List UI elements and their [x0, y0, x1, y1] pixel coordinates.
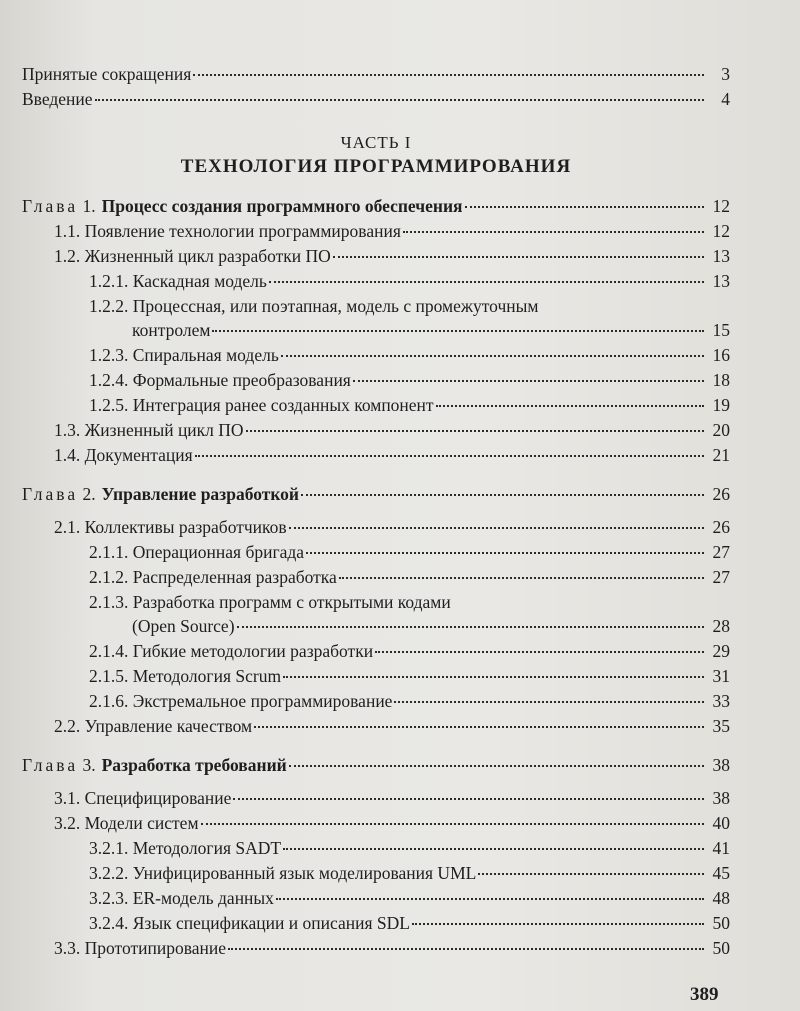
- toc-entry[interactable]: 2.1.6. Экстремальное программирование 33: [89, 691, 730, 711]
- dot-leader: [95, 99, 704, 101]
- toc-entry[interactable]: 2.1.5. Методология Scrum 31: [89, 666, 730, 686]
- toc-entry-label: Введение: [22, 89, 93, 109]
- chapter-title: Процесс создания программного обеспечения: [101, 196, 463, 216]
- chapter-title: Разработка требований: [101, 755, 287, 775]
- chapter-prefix: Глава: [22, 484, 79, 504]
- dot-leader: [465, 206, 704, 208]
- toc-entry[interactable]: 3.2.1. Методология SADT 41: [89, 838, 730, 858]
- dot-leader: [301, 494, 704, 496]
- toc-entry[interactable]: 3.2.4. Язык спецификации и описания SDL 50: [89, 913, 730, 933]
- part-title: ТЕХНОЛОГИЯ ПРОГРАММИРОВАНИЯ: [180, 156, 572, 177]
- toc-entry[interactable]: 3.1. Специфицирование 38: [54, 788, 730, 808]
- dot-leader: [289, 765, 704, 767]
- toc-entry[interactable]: 2.1.1. Операционная бригада 27: [89, 542, 730, 562]
- toc-entry[interactable]: 2.1. Коллективы разработчиков 26: [54, 517, 730, 537]
- toc-page-number: 4: [721, 89, 730, 109]
- chapter-heading-1[interactable]: [22, 194, 730, 219]
- toc-entry[interactable]: 3.2.2. Унифицированный язык моделирования UML 45: [89, 863, 730, 883]
- toc-entry-wrapped[interactable]: 1.2.2. Процессная, или поэтапная, модель с промежуточным: [89, 296, 539, 316]
- toc-entry-wrapped[interactable]: 2.1.3. Разработка программ с открытыми кодами: [89, 592, 451, 612]
- chapter-prefix: Глава: [22, 755, 79, 775]
- toc-entry[interactable]: 1.4. Документация 21: [54, 445, 730, 465]
- toc-entry[interactable]: 3.2. Модели систем 40: [54, 813, 730, 833]
- chapter-number: 2.: [82, 484, 96, 504]
- toc-entry[interactable]: 1.2.5. Интеграция ранее созданных компонент 19: [89, 395, 730, 415]
- toc-entry[interactable]: 1.2. Жизненный цикл разработки ПО 13: [54, 246, 730, 266]
- toc-entry[interactable]: 3.2.3. ER-модель данных 48: [89, 888, 730, 908]
- toc-entry-label: Принятые сокращения: [22, 64, 192, 84]
- chapter-prefix: Глава: [22, 196, 79, 216]
- toc-entry[interactable]: 1.2.1. Каскадная модель 13: [89, 271, 730, 291]
- page-number: 389: [690, 984, 719, 1005]
- toc-entry[interactable]: 1.1. Появление технологии программирования 12: [54, 221, 730, 241]
- toc-entry[interactable]: 2.2. Управление качеством 35: [54, 716, 730, 736]
- toc-entry[interactable]: 2.1.2. Распределенная разработка 27: [89, 567, 730, 587]
- toc-entry[interactable]: 1.2.3. Спиральная модель 16: [89, 345, 730, 365]
- part-number: ЧАСТЬ I: [340, 133, 412, 152]
- toc-entry-abbreviations[interactable]: [22, 62, 730, 87]
- toc-page-number: 3: [721, 64, 730, 84]
- chapter-heading-2[interactable]: [22, 482, 730, 507]
- toc-entry[interactable]: 2.1.4. Гибкие методологии разработки 29: [89, 641, 730, 661]
- chapter-heading-3[interactable]: [22, 753, 730, 778]
- toc-entry-continuation[interactable]: контролем 15: [132, 320, 730, 340]
- toc-entry-introduction[interactable]: [22, 87, 730, 112]
- toc-entry[interactable]: 1.2.4. Формальные преобразования 18: [89, 370, 730, 390]
- table-of-contents: [22, 62, 730, 961]
- chapter-number: 3.: [82, 755, 96, 775]
- chapter-number: 1.: [82, 196, 96, 216]
- toc-page-number: 38: [712, 755, 730, 775]
- toc-page-number: 12: [712, 196, 730, 216]
- toc-entry[interactable]: 1.3. Жизненный цикл ПО 20: [54, 420, 730, 440]
- chapter-title: Управление разработкой: [101, 484, 300, 504]
- toc-page-number: 26: [712, 484, 730, 504]
- dot-leader: [193, 74, 704, 76]
- toc-entry[interactable]: 3.3. Прототипирование 50: [54, 938, 730, 958]
- toc-entry-continuation[interactable]: (Open Source) 28: [132, 616, 730, 636]
